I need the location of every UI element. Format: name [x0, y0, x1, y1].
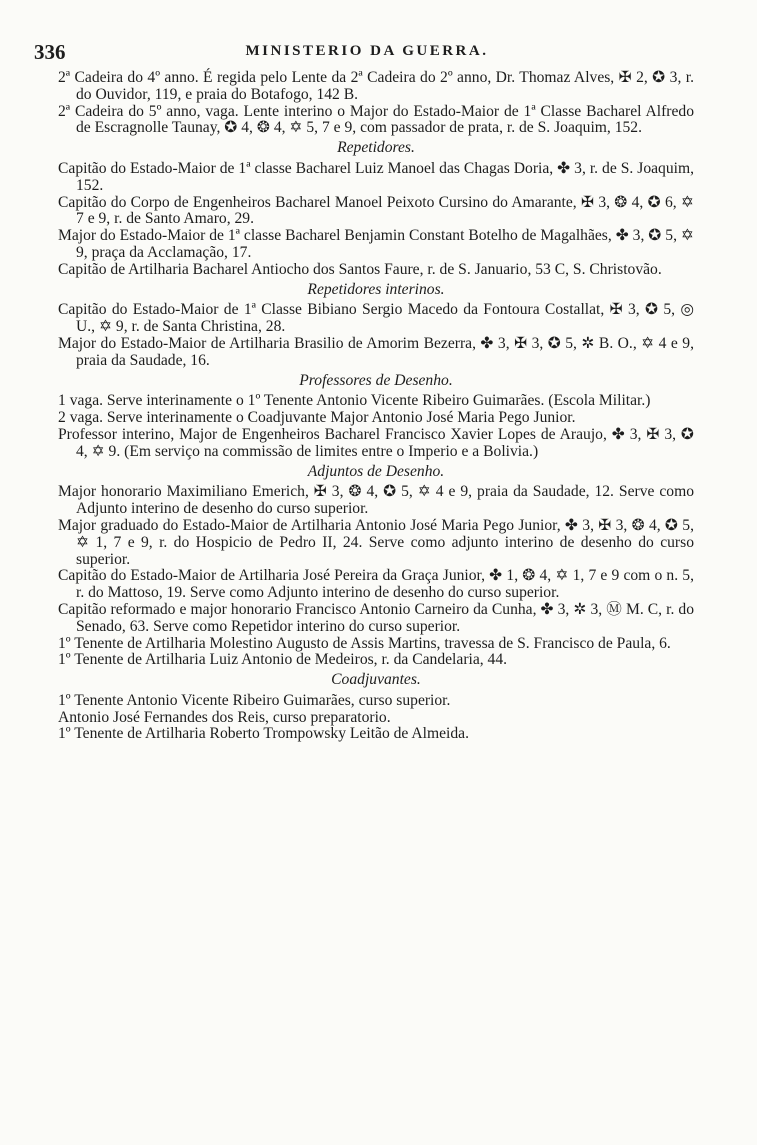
- roster-entry: Capitão reformado e major honorario Francisco Antonio Carneiro da Cunha, ✤ 3, ✲ 3, Ⓜ M. C, r. do Senado, 63. Serve como Repetidor interino do curso superior.: [58, 600, 694, 635]
- roster-entry: 1º Tenente de Artilharia Molestino Augusto de Assis Martins, travessa de S. Francisco de Paula, 6.: [58, 634, 671, 652]
- section-heading: Coadjuvantes.: [331, 671, 421, 689]
- roster-entry: 1º Tenente Antonio Vicente Ribeiro Guimarães, curso superior.: [58, 691, 451, 709]
- roster-entry: 1 vaga. Serve interinamente o 1º Tenente Antonio Vicente Ribeiro Guimarães. (Escola Militar.): [58, 392, 651, 410]
- roster-entry: Major do Estado-Maior de Artilharia Brasilio de Amorim Bezerra, ✤ 3, ✠ 3, ✪ 5, ✲ B. O., ✡ 4 e 9, praia da Saudade, 16.: [58, 334, 694, 369]
- roster-entry: Capitão do Estado-Maior de 1ª Classe Bibiano Sergio Macedo da Fontoura Costallat, ✠ 3, ✪ 5, ◎ U., ✡ 9, r. de Santa Christina, 28.: [58, 301, 694, 336]
- section-heading: Repetidores.: [337, 139, 415, 157]
- page-number: 336: [34, 40, 66, 64]
- roster-entry: 2ª Cadeira do 5º anno, vaga. Lente interino o Major do Estado-Maior de 1ª Classe Bacharel Alfredo de Escragnolle Taunay, ✪ 4, ❂ 4, ✡ 5, 7 e 9, com passador de prata, r. de S. Joaquim, 152.: [58, 102, 694, 137]
- roster-entry: Antonio José Fernandes dos Reis, curso preparatorio.: [58, 708, 391, 726]
- roster-entry: Major graduado do Estado-Maior de Artilharia Antonio José Maria Pego Junior, ✤ 3, ✠ 3, ❂ 4, ✪ 5, ✡ 1, 7 e 9, r. do Hospicio de Pedro II, 24. Serve como adjunto interino de desenho do curso superior.: [58, 516, 694, 568]
- page-header: [34, 40, 700, 66]
- roster-entry: Capitão de Artilharia Bacharel Antiocho dos Santos Faure, r. de S. Januario, 53 C, S. Christovão.: [58, 260, 662, 278]
- roster-entry: 2ª Cadeira do 4º anno. É regida pelo Lente da 2ª Cadeira do 2º anno, Dr. Thomaz Alves, ✠ 2, ✪ 3, r. do Ouvidor, 119, e praia do Botafogo, 142 B.: [58, 69, 694, 103]
- roster-entry: 1º Tenente de Artilharia Luiz Antonio de Medeiros, r. da Candelaria, 44.: [58, 651, 508, 669]
- document-body: [58, 70, 694, 743]
- section-heading: Repetidores interinos.: [307, 280, 445, 298]
- section-heading: Adjuntos de Desenho.: [307, 462, 445, 480]
- roster-entry: Professor interino, Major de Engenheiros Bacharel Francisco Xavier Lopes de Araujo, ✤ 3, ✠ 3, ✪ 4, ✡ 9. (Em serviço na commissão de limites entre o Imperio e a Bolivia.): [58, 425, 694, 460]
- roster-entry: Capitão do Estado-Maior de Artilharia José Pereira da Graça Junior, ✤ 1, ❂ 4, ✡ 1, 7 e 9 com o n. 5, r. do Mattoso, 19. Serve como Adjunto interino de desenho do curso superior.: [58, 567, 694, 602]
- running-title: MINISTERIO DA GUERRA.: [245, 43, 489, 59]
- roster-entry: Major honorario Maximiliano Emerich, ✠ 3, ❂ 4, ✪ 5, ✡ 4 e 9, praia da Saudade, 12. Serve como Adjunto interino de desenho do curso superior.: [58, 483, 694, 518]
- section-heading: Professores de Desenho.: [299, 371, 453, 389]
- roster-entry: 2 vaga. Serve interinamente o Coadjuvante Major Antonio José Maria Pego Junior.: [58, 409, 576, 427]
- roster-entry: Capitão do Estado-Maior de 1ª classe Bacharel Luiz Manoel das Chagas Doria, ✤ 3, r. de S. Joaquim, 152.: [58, 159, 694, 194]
- roster-entry: Major do Estado-Maior de 1ª classe Bacharel Benjamin Constant Botelho de Magalhães, ✤ 3, ✪ 5, ✡ 9, praça da Acclamação, 17.: [58, 227, 694, 261]
- roster-entry: 1º Tenente de Artilharia Roberto Trompowsky Leitão de Almeida.: [58, 725, 469, 743]
- roster-entry: Capitão do Corpo de Engenheiros Bacharel Manoel Peixoto Cursino do Amarante, ✠ 3, ❂ 4, ✪ 6, ✡ 7 e 9, r. de Santo Amaro, 29.: [58, 193, 694, 228]
